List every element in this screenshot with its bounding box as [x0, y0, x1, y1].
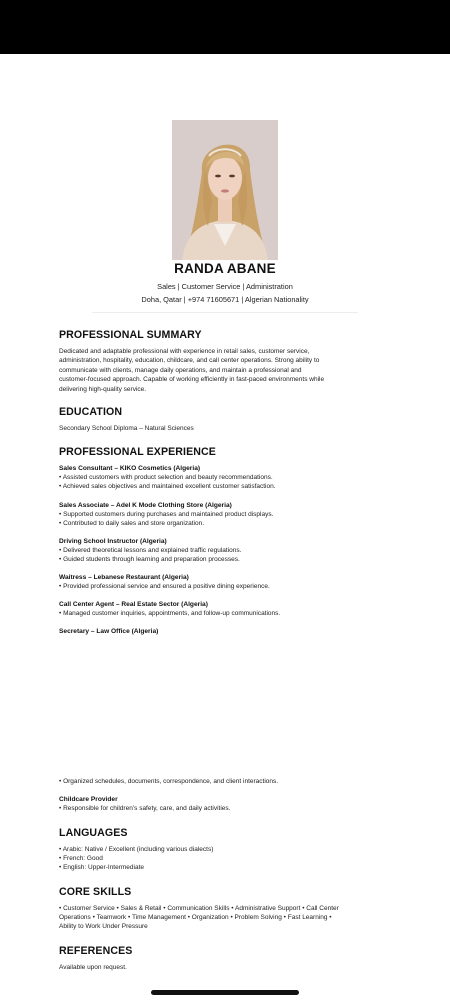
summary-line: communicate with clients, manage daily operations, and maintain a professional and	[59, 366, 302, 374]
job-title: Waitress – Lebanese Restaurant (Algeria)	[59, 574, 189, 581]
profile-photo	[172, 120, 278, 260]
header-divider	[92, 312, 358, 313]
section-heading-experience: PROFESSIONAL EXPERIENCE	[59, 446, 216, 458]
job-bullet: • Assisted customers with product selection and beauty recommendations.	[59, 474, 273, 481]
experience-entry	[59, 795, 399, 813]
skills-line: Ability to Work Under Pressure	[59, 923, 148, 930]
job-title: Childcare Provider	[59, 796, 118, 803]
section-heading-summary: PROFESSIONAL SUMMARY	[59, 329, 202, 341]
skills-text	[59, 904, 399, 931]
summary-text	[59, 347, 399, 394]
candidate-roles: Sales | Customer Service | Administration	[157, 282, 293, 291]
language-item: • Arabic: Native / Excellent (including various dialects)	[59, 846, 214, 853]
languages-list	[59, 845, 399, 872]
language-item: • English: Upper-Intermediate	[59, 864, 145, 871]
job-bullet: • Contributed to daily sales and store organization.	[59, 520, 204, 527]
experience-entry	[59, 501, 399, 528]
job-bullet: • Achieved sales objectives and maintained excellent customer satisfaction.	[59, 483, 276, 490]
job-bullet: • Provided professional service and ensured a positive dining experience.	[59, 583, 270, 590]
section-heading-education: EDUCATION	[59, 406, 123, 418]
summary-line: administration, hospitality, education, childcare, and call center operations. Strong ability to	[59, 357, 320, 365]
references-text: Available upon request.	[59, 964, 127, 971]
summary-line: delivering high-quality service.	[59, 385, 147, 393]
job-bullet: • Organized schedules, documents, correspondence, and client interactions.	[59, 778, 279, 785]
experience-entry	[59, 627, 399, 636]
job-bullet: • Managed customer inquiries, appointments, and follow-up communications.	[59, 610, 281, 617]
job-bullet: • Guided students through learning and preparation processes.	[59, 556, 240, 563]
job-title: Sales Associate – Adel K Mode Clothing Store (Algeria)	[59, 502, 232, 509]
experience-entry	[59, 573, 399, 591]
candidate-name: RANDA ABANE	[174, 261, 276, 276]
job-bullet: • Delivered theoretical lessons and explained traffic regulations.	[59, 547, 242, 554]
skills-line: • Customer Service • Sales & Retail • Communication Skills • Administrative Support • Call Center	[59, 905, 339, 912]
experience-entry	[59, 537, 399, 564]
portrait-illustration	[172, 120, 278, 260]
job-title: Driving School Instructor (Algeria)	[59, 538, 167, 545]
skills-line: Operations • Teamwork • Time Management • Organization • Problem Solving • Fast Learning •	[59, 914, 332, 921]
section-heading-skills: CORE SKILLS	[59, 886, 132, 898]
candidate-contact: Doha, Qatar | +974 71605671 | Algerian Nationality	[141, 295, 309, 304]
job-title: Sales Consultant – KIKO Cosmetics (Algeria)	[59, 465, 201, 472]
job-title: Secretary – Law Office (Algeria)	[59, 628, 159, 635]
language-item: • French: Good	[59, 855, 103, 862]
job-bullet: • Supported customers during purchases and maintained product displays.	[59, 511, 274, 518]
experience-entry-continued	[59, 777, 399, 786]
section-heading-languages: LANGUAGES	[59, 827, 128, 839]
home-indicator[interactable]	[151, 990, 299, 995]
job-bullet: • Responsible for children’s safety, care, and daily activities.	[59, 805, 231, 812]
summary-line: customer-focused approach. Capable of working efficiently in fast-paced environments while	[59, 376, 325, 384]
experience-entry	[59, 600, 399, 618]
experience-entry	[59, 464, 399, 491]
job-title: Call Center Agent – Real Estate Sector (Algeria)	[59, 601, 208, 608]
summary-line: Dedicated and adaptable professional with experience in retail sales, customer service,	[59, 348, 310, 355]
section-heading-references: REFERENCES	[59, 945, 133, 957]
education-text: Secondary School Diploma – Natural Sciences	[59, 425, 194, 432]
top-black-bar	[0, 0, 450, 54]
